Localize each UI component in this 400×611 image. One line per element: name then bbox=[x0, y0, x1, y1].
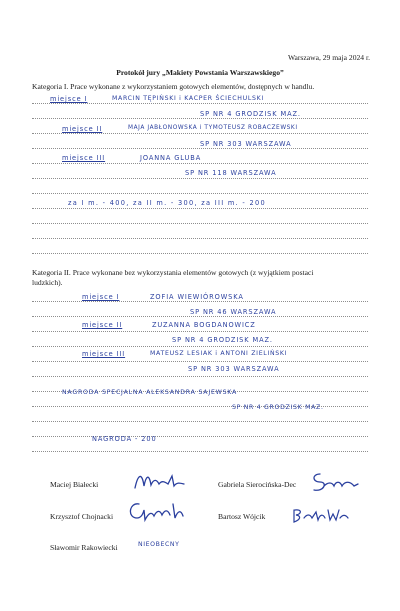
dotted-line bbox=[32, 118, 368, 119]
cat1-place-2-label: miejsce II bbox=[62, 125, 103, 133]
dotted-line bbox=[32, 103, 368, 104]
cat2-place-3-label: miejsce III bbox=[82, 350, 126, 358]
cat1-place-3-label: miejsce III bbox=[62, 154, 106, 162]
dotted-line bbox=[32, 253, 368, 254]
dotted-line bbox=[32, 208, 368, 209]
dotted-line bbox=[32, 148, 368, 149]
place-date: Warszawa, 29 maja 2024 r. bbox=[287, 53, 370, 62]
dotted-line bbox=[32, 421, 368, 422]
cat2-place-1-label: miejsce I bbox=[82, 293, 120, 301]
cat1-place-3-school: SP NR 118 WARSZAWA bbox=[185, 169, 277, 177]
category-1-heading: Kategoria I. Prace wykonane z wykorzystaniem gotowych elementów, dostępnych w handlu. bbox=[32, 82, 315, 91]
cat1-prizes: za I m. - 400, za II m. - 300, za III m. - 200 bbox=[68, 199, 266, 207]
juror-2-signature bbox=[310, 470, 362, 496]
special-award-name: NAGRODA SPECJALNA ALEKSANDRA SAJEWSKA bbox=[62, 389, 238, 396]
juror-3-name: Krzysztof Chojnacki bbox=[50, 512, 114, 521]
cat1-place-1-names: MARCIN TĘPIŃSKI i KACPER ŚCIECHULSKI bbox=[112, 95, 264, 102]
juror-3-signature bbox=[125, 498, 189, 526]
dotted-line bbox=[32, 376, 368, 377]
special-award-prize: NAGRODA - 200 bbox=[92, 435, 157, 443]
juror-4-signature bbox=[290, 502, 352, 526]
dotted-line bbox=[32, 238, 368, 239]
cat1-place-1-label: miejsce I bbox=[50, 95, 88, 103]
cat1-place-3-names: JOANNA GLUBA bbox=[140, 154, 202, 162]
dotted-line bbox=[32, 331, 368, 332]
dotted-line bbox=[32, 178, 368, 179]
dotted-line bbox=[32, 163, 368, 164]
dotted-line bbox=[32, 316, 368, 317]
cat1-place-2-names: MAJA JABŁONOWSKA i TYMOTEUSZ ROBACZEWSKI bbox=[128, 125, 298, 131]
dotted-line bbox=[32, 193, 368, 194]
dotted-line bbox=[32, 346, 368, 347]
cat2-place-2-school: SP NR 4 GRODZISK MAZ. bbox=[172, 336, 273, 344]
category-2-heading-line-2: ludzkich). bbox=[32, 278, 63, 287]
juror-5-signature: NIEOBECNY bbox=[138, 541, 180, 548]
juror-2-name: Gabriela Sierocińska-Dec bbox=[218, 480, 297, 489]
cat2-place-1-names: ZOFIA WIEWIÓROWSKA bbox=[150, 293, 244, 301]
cat1-place-2-school: SP NR 303 WARSZAWA bbox=[200, 140, 292, 148]
dotted-line bbox=[32, 223, 368, 224]
special-award-school: SP NR 4 GRODZISK MAZ. bbox=[232, 404, 324, 411]
juror-5-name: Sławomir Rakowiecki bbox=[50, 543, 118, 552]
juror-1-signature bbox=[132, 468, 192, 494]
category-2-heading-line-1: Kategoria II. Prace wykonane bez wykorzystania elementów gotowych (z wyjątkiem postaci bbox=[32, 268, 314, 277]
juror-4-name: Bartosz Wójcik bbox=[218, 512, 266, 521]
cat2-place-2-names: ZUZANNA BOGDANOWICZ bbox=[152, 321, 256, 329]
cat2-place-2-label: miejsce II bbox=[82, 321, 123, 329]
dotted-line bbox=[32, 133, 368, 134]
dotted-line bbox=[32, 301, 368, 302]
juror-1-name: Maciej Białecki bbox=[50, 480, 99, 489]
cat2-place-3-names: MATEUSZ LESIAK i ANTONI ZIELIŃSKI bbox=[150, 350, 288, 357]
cat1-place-1-school: SP NR 4 GRODZISK MAZ. bbox=[200, 110, 301, 118]
dotted-line bbox=[32, 361, 368, 362]
dotted-line bbox=[32, 451, 368, 452]
cat2-place-1-school: SP NR 46 WARSZAWA bbox=[190, 308, 277, 316]
dotted-line bbox=[32, 436, 368, 437]
cat2-place-3-school: SP NR 303 WARSZAWA bbox=[188, 365, 280, 373]
document-title: Protokół jury „Makiety Powstania Warszawskiego” bbox=[116, 68, 284, 77]
